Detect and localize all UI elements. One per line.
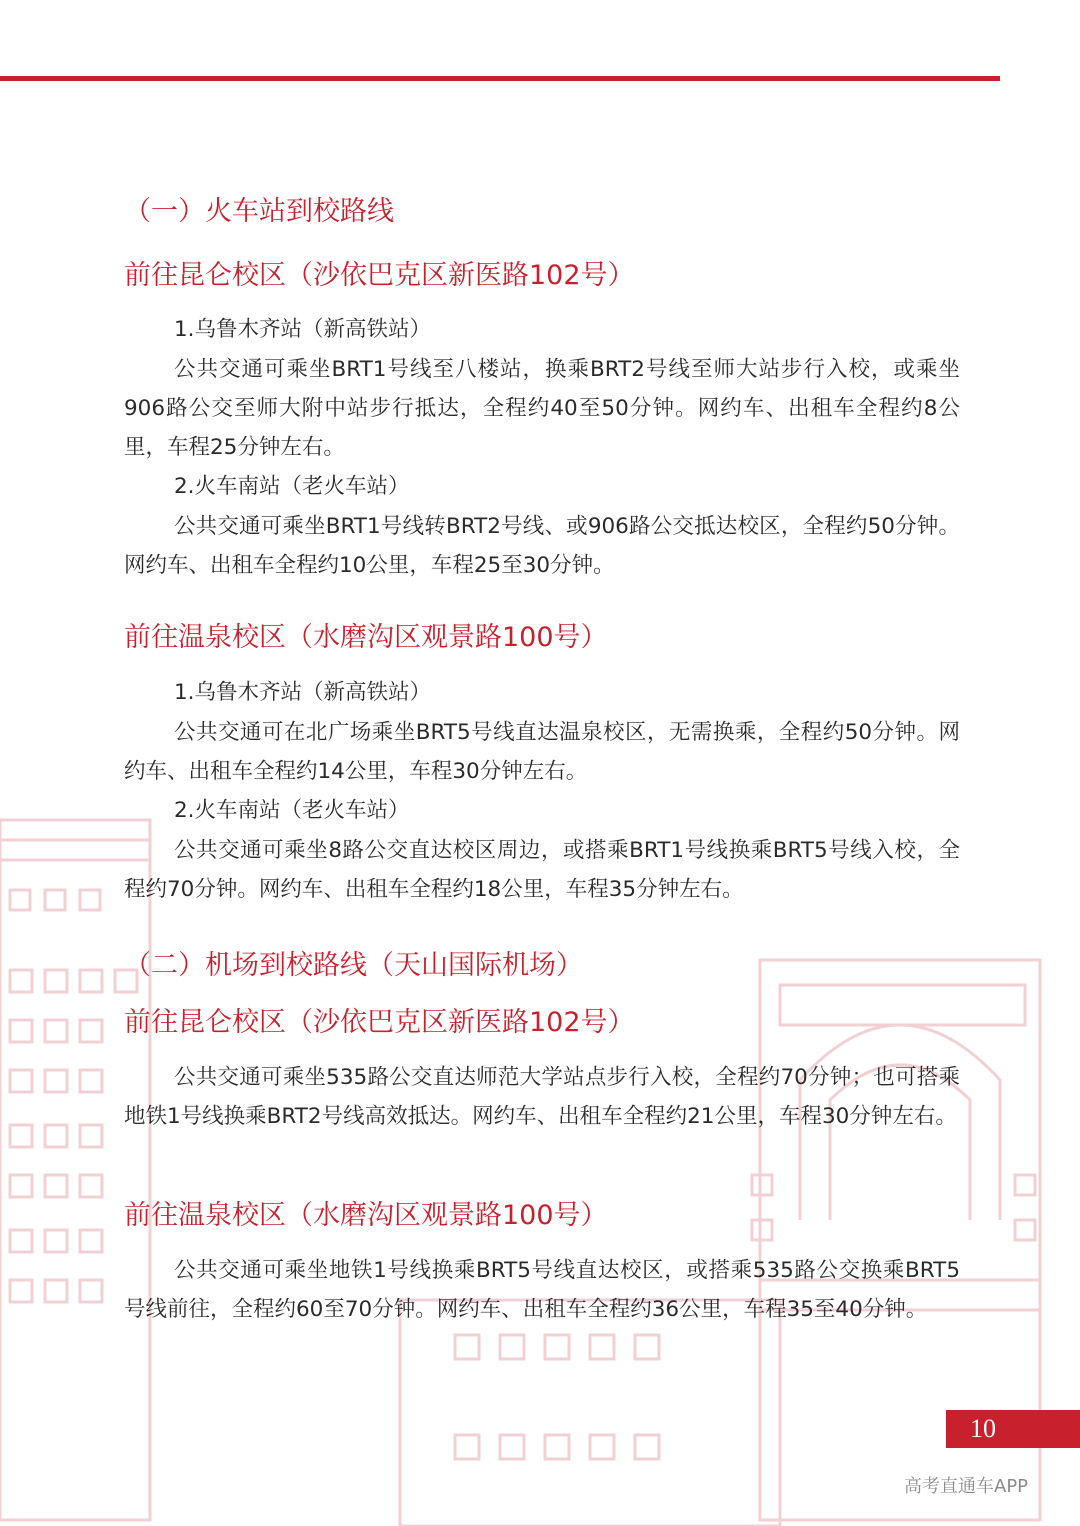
route-paragraph: 公共交通可在北广场乘坐BRT5号线直达温泉校区，无需换乘，全程约50分钟。网约车、出租车全程约14公里，车程30分钟左右。	[124, 720, 960, 784]
route-heading-urumqi-station: 1.乌鲁木齐站（新高铁站）	[174, 317, 432, 342]
page-number-badge: 10	[946, 1410, 1080, 1448]
route-paragraph: 公共交通可乘坐535路公交直达师范大学站点步行入校，全程约70分钟；也可搭乘地铁1号线换乘BRT2号线高效抵达。网约车、出租车全程约21公里，车程30分钟左右。	[124, 1065, 960, 1129]
section-title-airport: （二）机场到校路线（天山国际机场）	[124, 950, 583, 981]
route-paragraph: 公共交通可乘坐地铁1号线换乘BRT5号线直达校区，或搭乘535路公交换乘BRT5号线前往，全程约60至70分钟。网约车、出租车全程约36公里，车程35至40分钟。	[124, 1258, 960, 1322]
campus-title-wenquan: 前往温泉校区（水磨沟区观景路100号）	[124, 622, 608, 653]
route-paragraph: 公共交通可乘坐BRT1号线至八楼站，换乘BRT2号线至师大站步行入校，或乘坐906路公交至师大附中站步行抵达，全程约40至50分钟。网约车、出租车全程约8公里，车程25分钟左右。	[124, 357, 960, 460]
campus-title-wenquan: 前往温泉校区（水磨沟区观景路100号）	[124, 1200, 608, 1231]
route-paragraph: 公共交通可乘坐8路公交直达校区周边，或搭乘BRT1号线换乘BRT5号线入校，全程约70分钟。网约车、出租车全程约18公里，车程35分钟左右。	[124, 838, 960, 902]
watermark-text: 高考直通车APP	[904, 1476, 1029, 1497]
campus-title-kunlun: 前往昆仑校区（沙依巴克区新医路102号）	[124, 1007, 635, 1038]
route-heading-south-station: 2.火车南站（老火车站）	[174, 474, 410, 499]
top-red-rule	[0, 76, 1000, 81]
route-heading-urumqi-station: 1.乌鲁木齐站（新高铁站）	[174, 680, 432, 705]
route-heading-south-station: 2.火车南站（老火车站）	[174, 798, 410, 823]
section-title-train: （一）火车站到校路线	[124, 196, 394, 227]
campus-title-kunlun: 前往昆仑校区（沙依巴克区新医路102号）	[124, 260, 635, 291]
route-paragraph: 公共交通可乘坐BRT1号线转BRT2号线、或906路公交抵达校区，全程约50分钟。网约车、出租车全程约10公里，车程25至30分钟。	[124, 514, 960, 578]
